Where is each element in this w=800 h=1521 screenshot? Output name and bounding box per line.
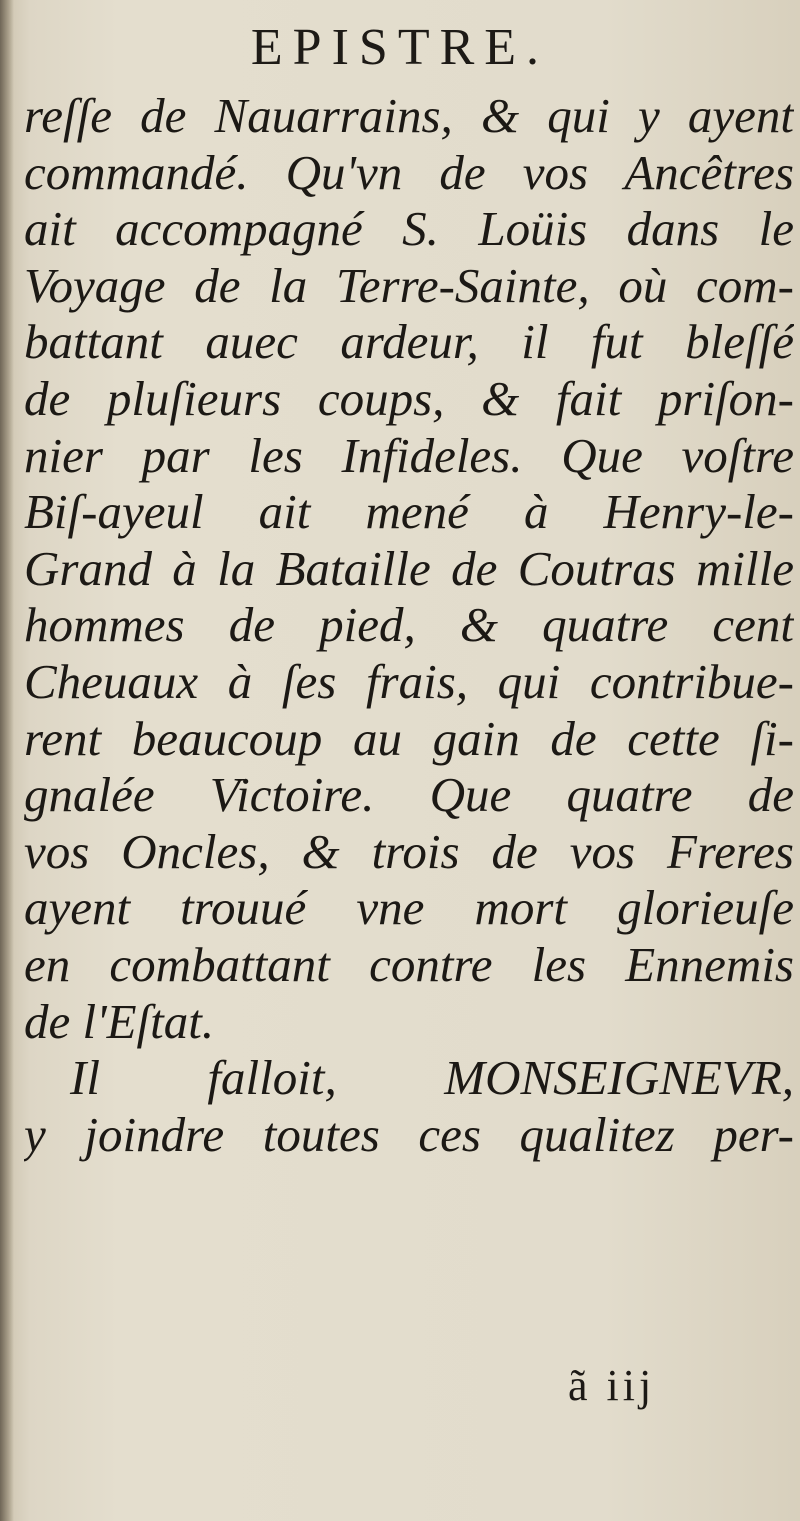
text-line: y joindre toutes ces qualitez per-: [24, 1106, 794, 1162]
text-line: en combattant contre les Ennemis: [24, 936, 794, 992]
text-line: Cheuaux à ſes frais, qui contribue-: [24, 653, 794, 709]
text-line: reſſe de Nauarrains, & qui y ayent: [24, 88, 794, 143]
text-line: Voyage de la Terre-Sainte, où com-: [24, 257, 794, 313]
text-line: gnalée Victoire. Que quatre de: [24, 767, 794, 823]
text-line: rent beaucoup au gain de cette ſi-: [24, 710, 794, 766]
text-line: ayent trouué vne mort glorieuſe: [24, 880, 794, 936]
text-line: commandé. Qu'vn de vos Ancêtres: [24, 144, 794, 200]
text-line: battant auec ardeur, il fut bleſſé: [24, 314, 794, 370]
text-line: de l'Eſtat.: [24, 993, 215, 1049]
signature-mark: ã iij: [568, 1361, 656, 1410]
text-line: Il falloit, MONSEIGNEVR,: [70, 1050, 794, 1106]
running-head: EPISTRE.: [250, 19, 550, 76]
binding-shadow: [0, 0, 14, 1521]
text-line: vos Oncles, & trois de vos Freres: [24, 823, 794, 879]
text-line: Grand à la Bataille de Coutras mille: [24, 540, 794, 596]
text-line: Biſ-ayeul ait mené à Henry-le-: [24, 484, 794, 540]
text-line: de pluſieurs coups, & fait priſon-: [24, 370, 794, 426]
body-text: [24, 88, 794, 1163]
text-line: hommes de pied, & quatre cent: [24, 597, 794, 653]
text-line: ait accompagné S. Loüis dans le: [24, 201, 794, 257]
text-line: nier par les Infideles. Que voſtre: [24, 427, 794, 483]
